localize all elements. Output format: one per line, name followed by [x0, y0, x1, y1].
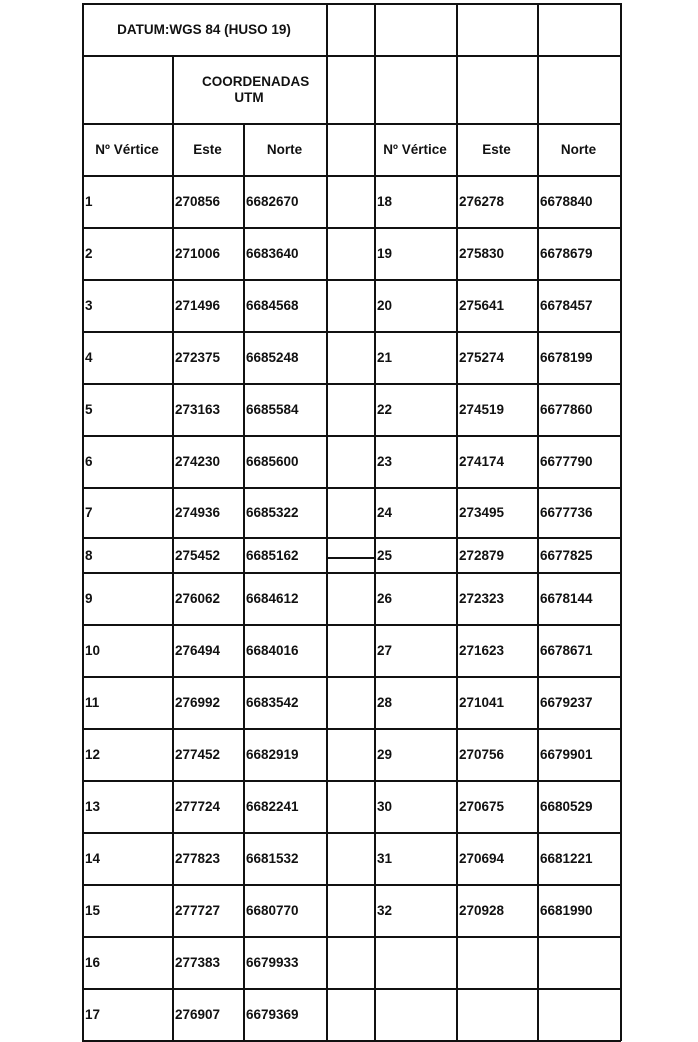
table-cell: 276494	[175, 643, 221, 658]
table-cell: 6685600	[246, 454, 299, 469]
table-cell: 270928	[459, 903, 505, 918]
grid-line	[82, 383, 621, 385]
table-cell: 4	[85, 350, 93, 365]
grid-line	[82, 279, 621, 281]
table-cell: 273495	[459, 505, 505, 520]
grid-line	[243, 123, 245, 1041]
grid-line	[537, 3, 539, 1041]
table-cell: 16	[85, 955, 101, 970]
grid-line	[82, 988, 621, 990]
group-header: COORDENADAS UTM	[202, 74, 310, 105]
grid-line	[82, 435, 621, 437]
table-cell: 6680529	[540, 799, 593, 814]
table-cell: 271623	[459, 643, 505, 658]
grid-line	[82, 227, 621, 229]
table-cell: 6681221	[540, 851, 593, 866]
grid-line	[82, 3, 84, 1041]
grid-line	[82, 780, 621, 782]
table-cell: 6678457	[540, 298, 593, 313]
table-cell: 6678840	[540, 194, 593, 209]
table-cell: 31	[377, 851, 393, 866]
grid-line	[82, 936, 621, 938]
table-cell: 273163	[175, 402, 221, 417]
grid-line	[82, 728, 621, 730]
table-cell: 10	[85, 643, 101, 658]
table-cell: 270856	[175, 194, 221, 209]
table-cell: 274174	[459, 454, 505, 469]
table-cell: 13	[85, 799, 101, 814]
grid-line	[82, 487, 621, 489]
table-cell: 274230	[175, 454, 221, 469]
table-cell: 22	[377, 402, 393, 417]
table-cell: 15	[85, 903, 101, 918]
table-cell: 8	[85, 548, 93, 563]
grid-line	[82, 175, 621, 177]
table-cell: 26	[377, 591, 393, 606]
table-cell: 276278	[459, 194, 505, 209]
table-cell: 14	[85, 851, 101, 866]
table-cell: 270694	[459, 851, 505, 866]
table-cell: 6678671	[540, 643, 593, 658]
grid-line	[82, 55, 327, 57]
table-cell: 6684612	[246, 591, 299, 606]
grid-line	[82, 884, 621, 886]
table-cell: 277724	[175, 799, 221, 814]
table-cell: 6679369	[246, 1007, 299, 1022]
table-cell: 17	[85, 1007, 101, 1022]
table-cell: 275641	[459, 298, 505, 313]
table-cell: 6678679	[540, 246, 593, 261]
grid-line	[82, 832, 621, 834]
table-cell: 9	[85, 591, 93, 606]
grid-line	[82, 572, 621, 574]
table-cell: 21	[377, 350, 393, 365]
table-cell: 6682241	[246, 799, 299, 814]
table-cell: 6	[85, 454, 93, 469]
table-cell: 1	[85, 194, 93, 209]
table-cell: 6680770	[246, 903, 299, 918]
table-cell: 6681532	[246, 851, 299, 866]
table-cell: 27	[377, 643, 393, 658]
table-cell: 25	[377, 548, 393, 563]
table-cell: 6685322	[246, 505, 299, 520]
grid-line	[82, 537, 621, 539]
table-cell: 18	[377, 194, 393, 209]
table-cell: 6678144	[540, 591, 593, 606]
table-cell: 6679933	[246, 955, 299, 970]
table-cell: 6684016	[246, 643, 299, 658]
table-cell: 6684568	[246, 298, 299, 313]
table-cell: 271006	[175, 246, 221, 261]
table-cell: 276062	[175, 591, 221, 606]
column-header: Nº Vértice	[383, 142, 447, 157]
table-cell: 275452	[175, 548, 221, 563]
grid-line	[82, 1040, 621, 1042]
table-cell: 6677860	[540, 402, 593, 417]
table-cell: 274519	[459, 402, 505, 417]
grid-line	[82, 3, 621, 5]
column-header: Nº Vértice	[95, 142, 159, 157]
table-cell: 275274	[459, 350, 505, 365]
table-cell: 12	[85, 747, 101, 762]
grid-line	[456, 3, 458, 1041]
table-cell: 6679901	[540, 747, 593, 762]
table-cell: 270675	[459, 799, 505, 814]
grid-line	[82, 331, 621, 333]
grid-line	[172, 55, 174, 1041]
table-cell: 6685248	[246, 350, 299, 365]
table-cell: 11	[85, 695, 100, 710]
table-cell: 277452	[175, 747, 221, 762]
column-header: Este	[482, 142, 511, 157]
table-cell: 19	[377, 246, 393, 261]
column-header: Norte	[266, 142, 303, 157]
table-cell: 271496	[175, 298, 221, 313]
table-cell: 23	[377, 454, 393, 469]
table-cell: 30	[377, 799, 393, 814]
table-cell: 274936	[175, 505, 221, 520]
table-cell: 6685162	[246, 548, 299, 563]
table-cell: 32	[377, 903, 393, 918]
table-cell: 6677825	[540, 548, 593, 563]
table-cell: 6677736	[540, 505, 593, 520]
table-cell: 270756	[459, 747, 505, 762]
grid-line	[374, 55, 621, 57]
table-cell: 6681990	[540, 903, 593, 918]
table-cell: 277383	[175, 955, 221, 970]
grid-line	[620, 3, 622, 1041]
grid-line	[326, 3, 328, 1041]
table-cell: 6685584	[246, 402, 299, 417]
table-cell: 277727	[175, 903, 221, 918]
table-cell: 6677790	[540, 454, 593, 469]
table-cell: 2	[85, 246, 93, 261]
datum-label: DATUM:WGS 84 (HUSO 19)	[117, 22, 291, 37]
table-cell: 6678199	[540, 350, 593, 365]
table-cell: 20	[377, 298, 393, 313]
table-cell: 272879	[459, 548, 505, 563]
table-cell: 7	[85, 505, 93, 520]
table-cell: 275830	[459, 246, 505, 261]
grid-line	[82, 676, 621, 678]
table-cell: 28	[377, 695, 393, 710]
table-cell: 6682919	[246, 747, 299, 762]
grid-line	[374, 3, 376, 1041]
grid-line	[82, 624, 621, 626]
table-cell: 276992	[175, 695, 221, 710]
table-cell: 24	[377, 505, 393, 520]
table-cell: 6683640	[246, 246, 299, 261]
table-cell: 272323	[459, 591, 505, 606]
grid-line	[326, 55, 375, 57]
table-cell: 5	[85, 402, 93, 417]
grid-line	[82, 123, 621, 125]
column-header: Norte	[560, 142, 597, 157]
column-header: Este	[193, 142, 222, 157]
table-cell: 3	[85, 298, 93, 313]
separator-mark	[326, 557, 375, 559]
table-cell: 276907	[175, 1007, 221, 1022]
table-cell: 272375	[175, 350, 221, 365]
table-cell: 6679237	[540, 695, 593, 710]
table-cell: 6683542	[246, 695, 299, 710]
table-cell: 277823	[175, 851, 221, 866]
table-cell: 6682670	[246, 194, 299, 209]
table-cell: 271041	[459, 695, 505, 710]
table-cell: 29	[377, 747, 393, 762]
